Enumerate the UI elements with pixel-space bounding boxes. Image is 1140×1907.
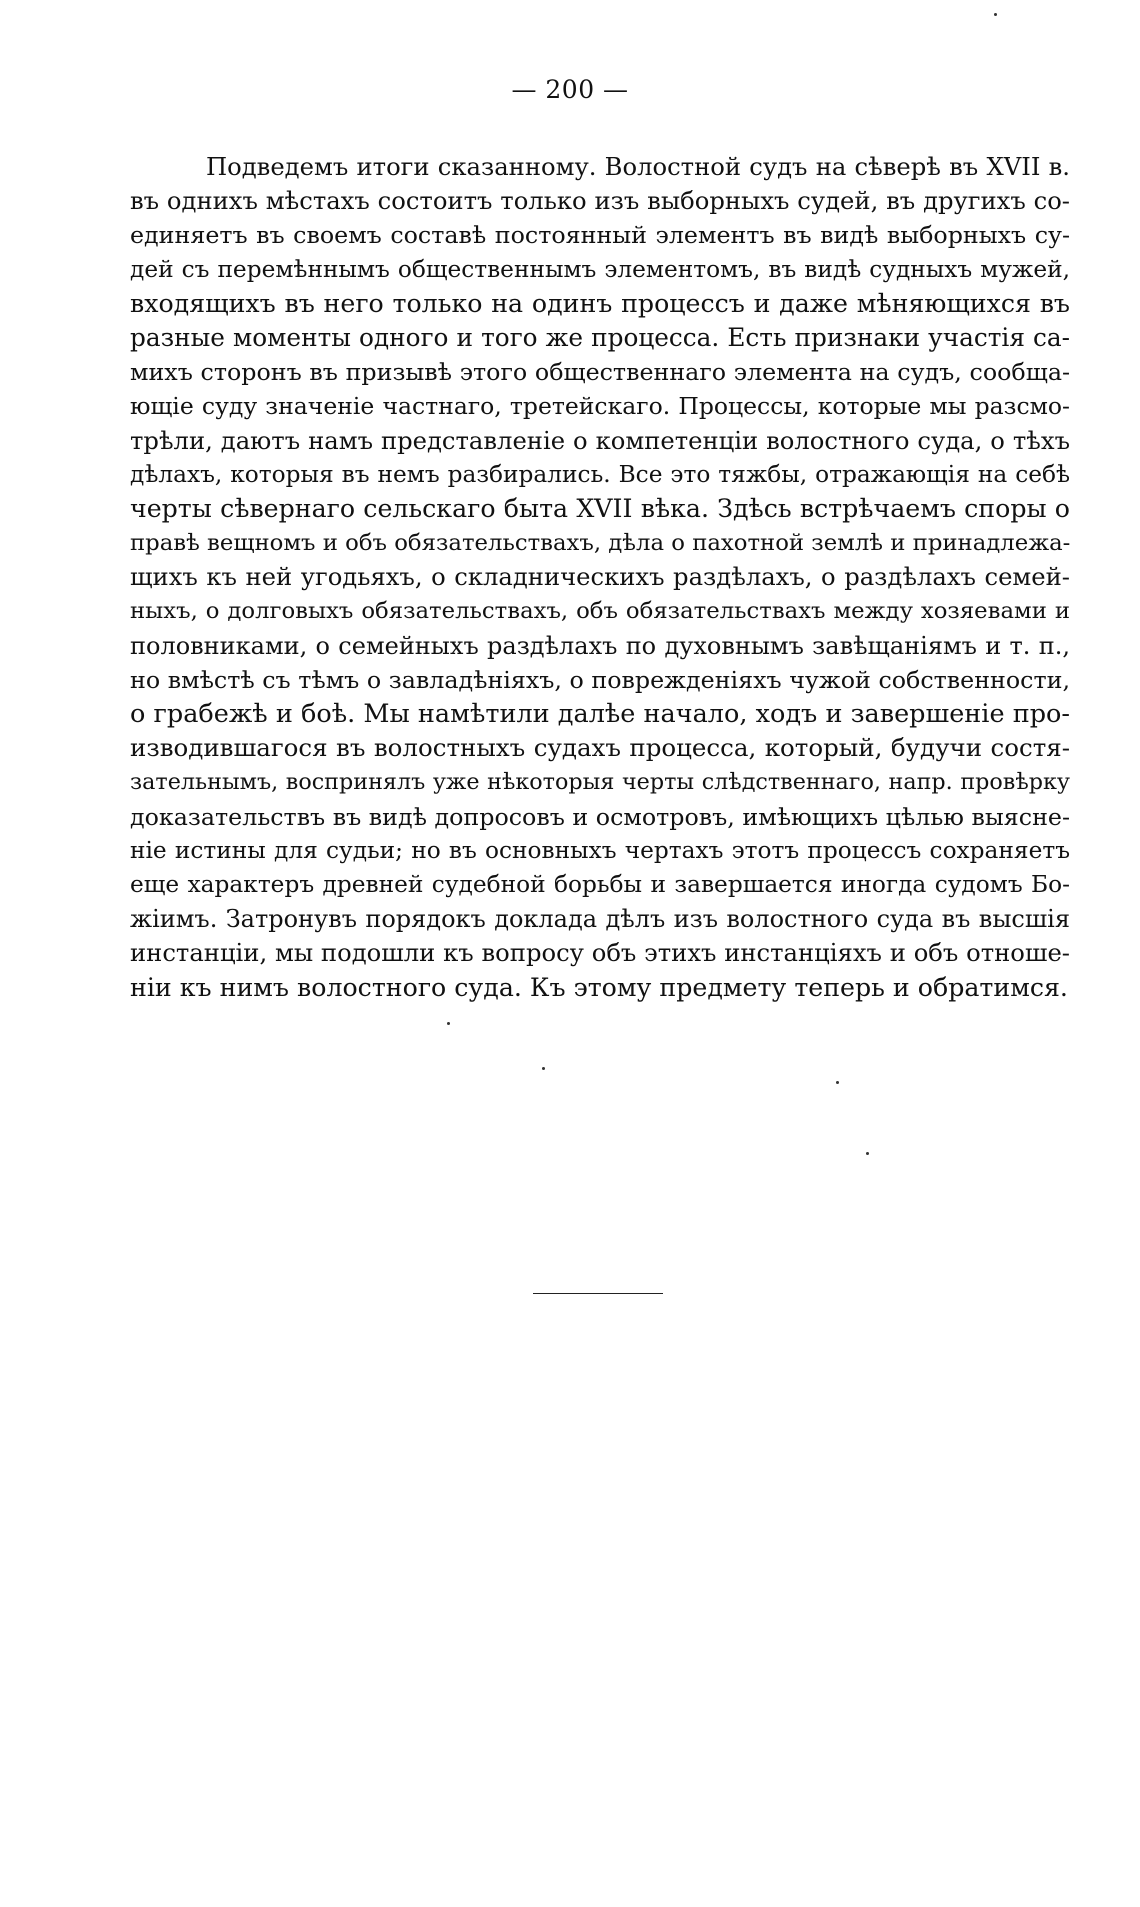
text-line: правѣ вещномъ и объ обязательствахъ, дѣла о пахотной землѣ и принадлежа- [130,530,1070,557]
text-line: ніе истины для судьи; но въ основныхъ чертахъ этотъ процессъ сохраняетъ [130,836,1070,864]
text-line: въ однихъ мѣстахъ состоитъ только изъ выборныхъ судей, въ другихъ со- [130,186,1070,216]
text-line: но вмѣстѣ съ тѣмъ о завладѣніяхъ, о поврежденіяхъ чужой собственности, [130,665,1070,694]
text-line: изводившагося въ волостныхъ судахъ процесса, который, будучи состя- [130,733,1070,763]
text-line: о грабежѣ и боѣ. Мы намѣтили далѣе начало, ходъ и завершеніе про- [130,699,1070,729]
text-line: зательнымъ, воспринялъ уже нѣкоторыя черты слѣдственнаго, напр. провѣрку [130,769,1070,796]
text-line: дей съ перемѣннымъ общественнымъ элементомъ, въ видѣ судныхъ мужей, [130,255,1070,283]
text-line: щихъ къ ней угодьяхъ, о складническихъ раздѣлахъ, о раздѣлахъ семей- [130,562,1070,592]
text-line: входящихъ въ него только на одинъ процессъ и даже мѣняющихся въ [130,288,1070,318]
text-line: доказательствъ въ видѣ допросовъ и осмотровъ, имѣющихъ цѣлью выясне- [130,802,1070,831]
page-number: — 200 — [511,75,629,104]
text-line: ющіе суду значеніе частнаго, третейскаго. Процессы, которые мы разсмо- [130,392,1070,421]
print-speck [994,13,997,16]
text-line: трѣли, даютъ намъ представленіе о компетенціи волостного суда, о тѣхъ [130,425,1070,455]
print-speck [836,1081,839,1084]
section-end-rule [533,1293,663,1294]
text-line: единяетъ въ своемъ составѣ постоянный элементъ въ видѣ выборныхъ су- [130,221,1070,250]
text-line: дѣлахъ, которыя въ немъ разбирались. Все это тяжбы, отражающія на себѣ [130,460,1070,488]
body-paragraph [130,150,1070,1005]
text-line: ныхъ, о долговыхъ обязательствахъ, объ обязательствахъ между хозяевами и [130,598,1070,625]
text-line: черты сѣвернаго сельскаго быта XVII вѣка. Здѣсь встрѣчаемъ споры о [130,493,1070,523]
text-line: михъ сторонъ въ призывѣ этого общественнаго элемента на судъ, сообща- [130,358,1070,387]
text-line: ніи къ нимъ волостного суда. Къ этому предмету теперь и обратимся. [130,972,1068,1002]
text-line: жіимъ. Затронувъ порядокъ доклада дѣлъ изъ волостного суда въ высшія [130,905,1070,934]
text-line: Подведемъ итоги сказанному. Волостной судъ на сѣверѣ въ XVII в. [206,152,1070,181]
text-line: разные моменты одного и того же процесса. Есть признаки участія са- [130,322,1070,352]
text-line: половниками, о семейныхъ раздѣлахъ по духовнымъ завѣщаніямъ и т. п., [130,631,1070,660]
text-line: еще характеръ древней судебной борьбы и завершается иногда судомъ Бо- [130,870,1070,898]
print-speck [542,1067,545,1070]
text-line: инстанціи, мы подошли къ вопросу объ этихъ инстанціяхъ и объ отноше- [130,938,1070,968]
print-speck [447,1022,450,1025]
print-speck [866,1152,869,1155]
